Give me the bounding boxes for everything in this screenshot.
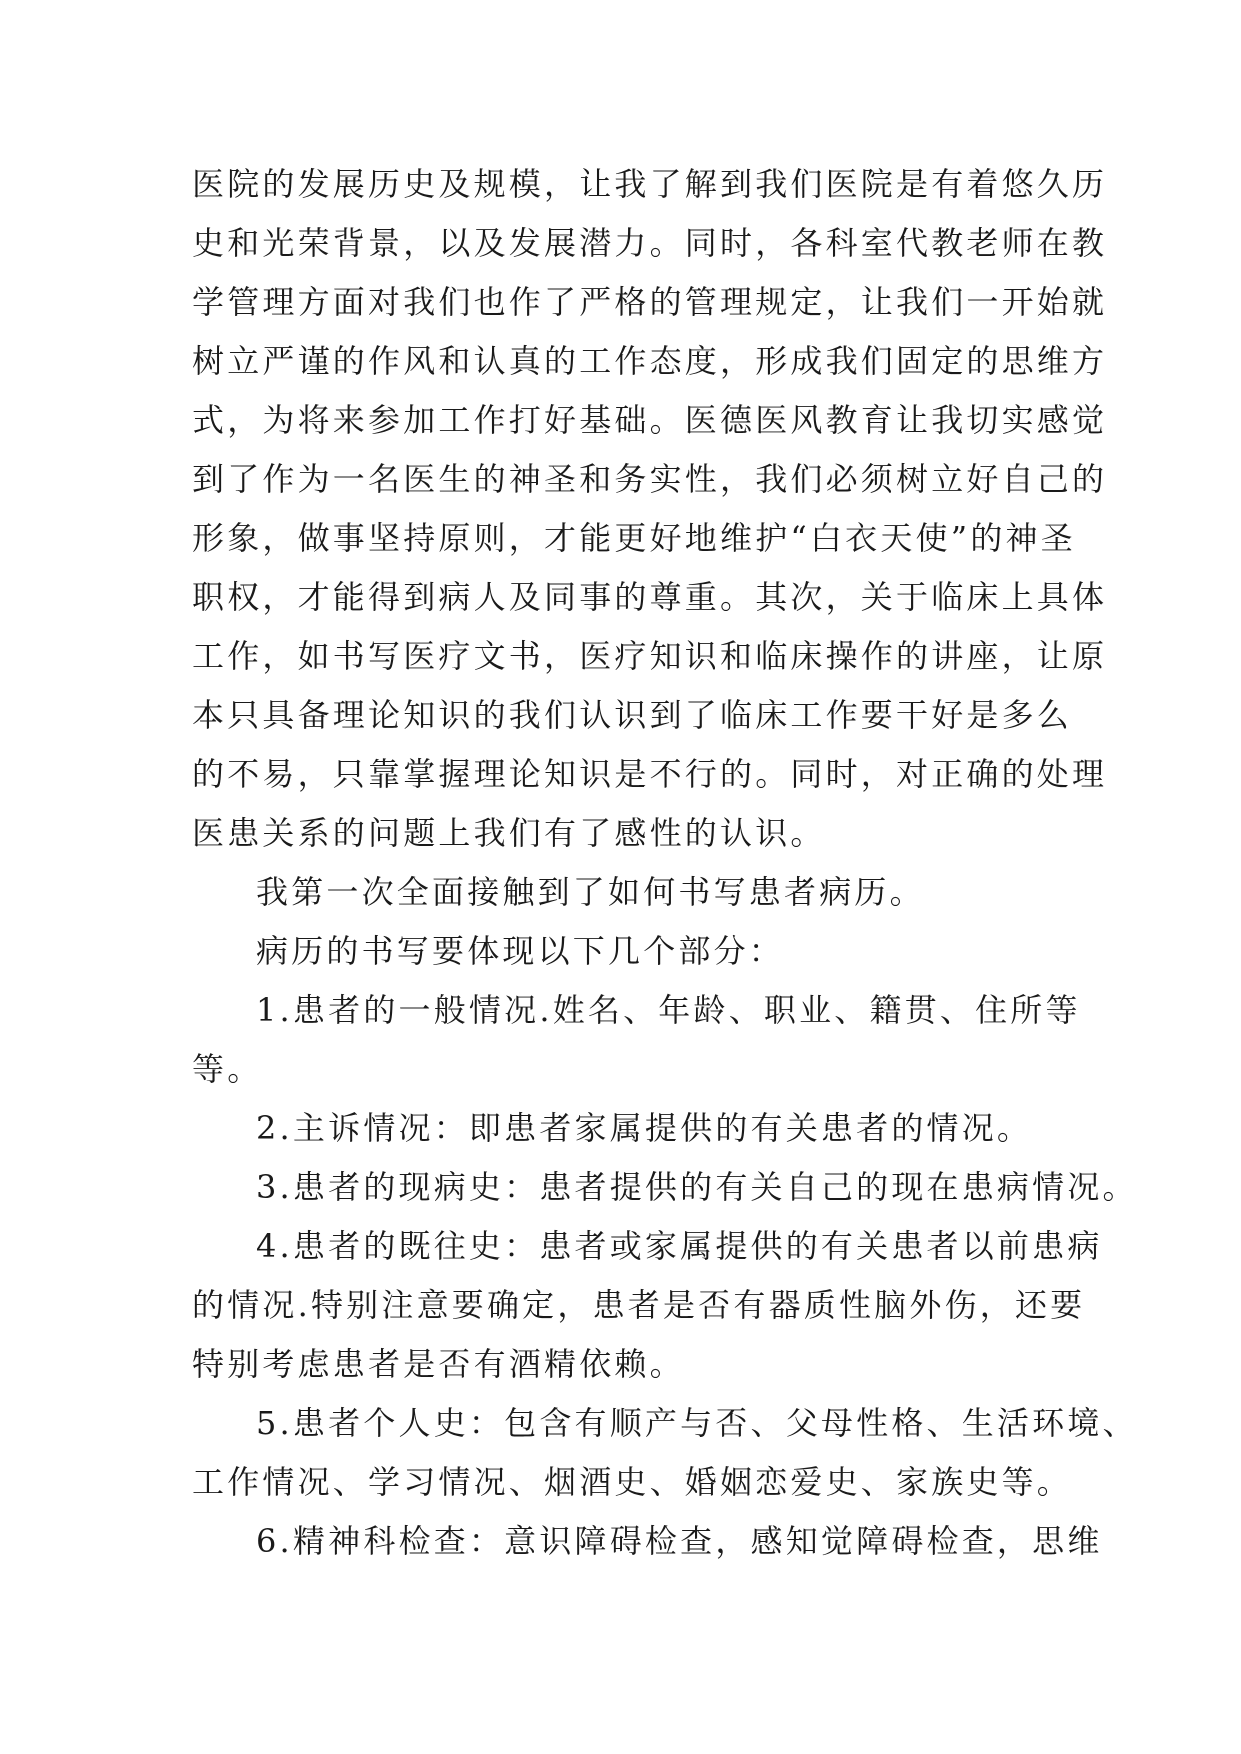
list-item-line: 6.精神科检查：意识障碍检查，感知觉障碍检查，思维 — [256, 1522, 1103, 1560]
text-line: 本只具备理论知识的我们认识到了临床工作要干好是多么 — [192, 696, 1073, 734]
list-item-line: 4.患者的既往史：患者或家属提供的有关患者以前患病 — [256, 1227, 1103, 1265]
text-line: 到了作为一名医生的神圣和务实性，我们必须树立好自己的 — [192, 460, 1108, 498]
text-line: 树立严谨的作风和认真的工作态度，形成我们固定的思维方 — [192, 342, 1108, 380]
text-line: 式，为将来参加工作打好基础。医德医风教育让我切实感觉 — [192, 401, 1108, 439]
text-line: 职权，才能得到病人及同事的尊重。其次，关于临床上具体 — [192, 578, 1108, 616]
text-line: 等。 — [192, 1050, 263, 1088]
text-line: 形象，做事坚持原则，才能更好地维护“白衣天使”的神圣 — [192, 519, 1076, 557]
text-line: 医院的发展历史及规模，让我了解到我们医院是有着悠久历 — [192, 165, 1108, 203]
text-line: 工作，如书写医疗文书，医疗知识和临床操作的讲座，让原 — [192, 637, 1108, 675]
text-line: 史和光荣背景，以及发展潜力。同时，各科室代教老师在教 — [192, 224, 1108, 262]
list-item-line: 5.患者个人史：包含有顺产与否、父母性格、生活环境、 — [256, 1404, 1138, 1442]
list-item-line: 3.患者的现病史：患者提供的有关自己的现在患病情况。 — [256, 1168, 1138, 1206]
paragraph-line: 我第一次全面接触到了如何书写患者病历。 — [256, 873, 925, 911]
text-line: 学管理方面对我们也作了严格的管理规定，让我们一开始就 — [192, 283, 1108, 321]
paragraph-line: 病历的书写要体现以下几个部分： — [256, 932, 785, 970]
text-line: 医患关系的问题上我们有了感性的认识。 — [192, 814, 826, 852]
text-line: 的情况.特别注意要确定，患者是否有器质性脑外伤，还要 — [192, 1286, 1086, 1324]
text-line: 特别考虑患者是否有酒精依赖。 — [192, 1345, 685, 1383]
list-item-line: 2.主诉情况：即患者家属提供的有关患者的情况。 — [256, 1109, 1033, 1147]
text-line: 工作情况、学习情况、烟酒史、婚姻恋爱史、家族史等。 — [192, 1463, 1073, 1501]
text-line: 的不易，只靠掌握理论知识是不行的。同时，对正确的处理 — [192, 755, 1108, 793]
list-item-line: 1.患者的一般情况.姓名、年龄、职业、籍贯、住所等 — [256, 991, 1081, 1029]
